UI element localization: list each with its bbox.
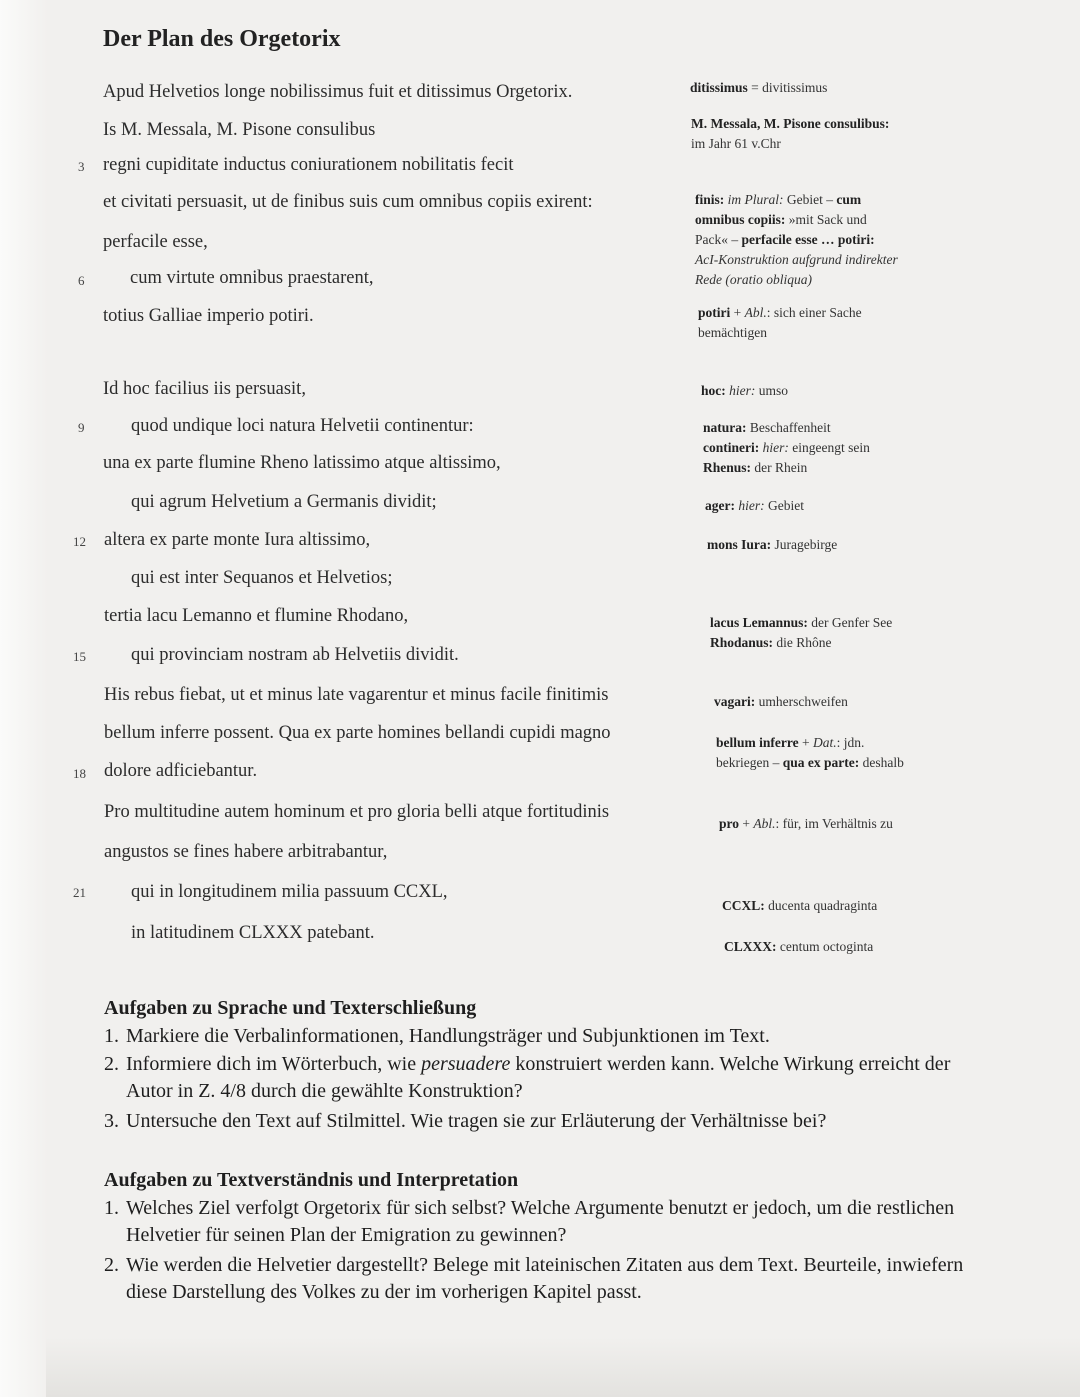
tasks-interpretation-heading: Aufgaben zu Textverständnis und Interpretation [104, 1169, 519, 1191]
text-line: totius Galliae imperio potiri. [103, 306, 314, 326]
task-item: 1. Welches Ziel verfolgt Orgetorix für sich selbst? Welche Argumente benutzt er jedoch, um die restlichen Helvetier für seinen Plan der Emigration zu gewinnen? [104, 1197, 955, 1246]
page-edge-left [0, 0, 48, 1397]
margin-note: pro + Abl.: für, im Verhältnis zu [719, 816, 893, 831]
margin-note: finis: im Plural: Gebiet – cum omnibus copiis: »mit Sack und Pack« – perfacile esse … potiri: AcI-Konstruktion aufgrund indirekter Rede (oratio obliqua) [695, 192, 898, 287]
margin-note: ager: hier: Gebiet [705, 498, 804, 513]
margin-note: hoc: hier: umso [701, 383, 789, 398]
line-number: 3 [78, 159, 85, 174]
text-line: dolore adficiebantur. [104, 761, 258, 781]
line-number: 9 [78, 420, 85, 435]
tasks-language-heading: Aufgaben zu Sprache und Texterschließung [104, 997, 477, 1019]
task-item: 1. Markiere die Verbalinformationen, Handlungsträger und Subjunktionen im Text. [104, 1025, 770, 1047]
text-line: altera ex parte monte Iura altissimo, [104, 530, 371, 550]
text-line: perfacile esse, [103, 232, 208, 252]
line-number: 6 [78, 273, 85, 288]
page-edge-bottom [46, 1337, 1080, 1397]
line-number: 15 [73, 649, 86, 664]
text-line: qui in longitudinem milia passuum CCXL, [131, 882, 448, 902]
text-line: angustos se fines habere arbitrabantur, [104, 842, 388, 862]
margin-note: lacus Lemannus: der Genfer See Rhodanus: die Rhône [710, 615, 893, 650]
text-line: Id hoc facilius iis persuasit, [103, 379, 306, 399]
task-item: 2. Informiere dich im Wörterbuch, wie persuadere konstruiert werden kann. Welche Wirkung erreicht der Autor in Z. 4/8 durch die gewählte Konstruktion? [104, 1053, 951, 1102]
text-line: Pro multitudine autem hominum et pro gloria belli atque fortitudinis [104, 802, 610, 822]
text-line: et civitati persuasit, ut de finibus suis cum omnibus copiis exirent: [103, 192, 593, 212]
margin-note: mons Iura: Juragebirge [707, 537, 838, 552]
text-line: in latitudinem CLXXX patebant. [131, 923, 375, 943]
text-line: qui provinciam nostram ab Helvetiis dividit. [131, 645, 459, 665]
line-number: 21 [73, 885, 86, 900]
line-number: 18 [73, 766, 86, 781]
text-line: Is M. Messala, M. Pisone consulibus [103, 120, 376, 140]
text-line: quod undique loci natura Helvetii continentur: [131, 416, 474, 436]
margin-note: M. Messala, M. Pisone consulibus: im Jahr 61 v.Chr [691, 116, 890, 151]
margin-note: CLXXX: centum octoginta [724, 939, 874, 954]
margin-note: CCXL: ducenta quadraginta [722, 898, 878, 913]
margin-note: bellum inferre + Dat.: jdn. bekriegen – qua ex parte: deshalb [716, 735, 904, 770]
text-line: bellum inferre possent. Qua ex parte homines bellandi cupidi magno [104, 723, 611, 743]
margin-note: potiri + Abl.: sich einer Sache bemächtigen [698, 305, 862, 340]
text-line: His rebus fiebat, ut et minus late vagarentur et minus facile finitimis [104, 685, 609, 705]
text-line: qui agrum Helvetium a Germanis dividit; [131, 492, 437, 512]
text-line: una ex parte flumine Rheno latissimo atque altissimo, [103, 453, 501, 473]
text-line: cum virtute omnibus praestarent, [130, 268, 374, 288]
text-line: Apud Helvetios longe nobilissimus fuit et ditissimus Orgetorix. [103, 82, 573, 102]
line-number: 12 [73, 534, 86, 549]
text-line: qui est inter Sequanos et Helvetios; [131, 568, 393, 588]
page-title: Der Plan des Orgetorix [103, 26, 341, 52]
margin-note: ditissimus = divitissimus [690, 80, 828, 95]
margin-note: vagari: umherschweifen [714, 694, 848, 709]
margin-note: natura: Beschaffenheit contineri: hier: eingeengt sein Rhenus: der Rhein [703, 420, 870, 475]
task-item: 2. Wie werden die Helvetier dargestellt? Belege mit lateinischen Zitaten aus dem Text. Beurteile, inwiefern diese Darstellung des Volkes zu der im vorherigen Kapitel passt. [104, 1254, 964, 1303]
text-line: tertia lacu Lemanno et flumine Rhodano, [104, 606, 409, 626]
text-line: regni cupiditate inductus coniurationem nobilitatis fecit [103, 155, 514, 175]
task-item: 3. Untersuche den Text auf Stilmittel. Wie tragen sie zur Erläuterung der Verhältnisse bei? [104, 1110, 827, 1132]
